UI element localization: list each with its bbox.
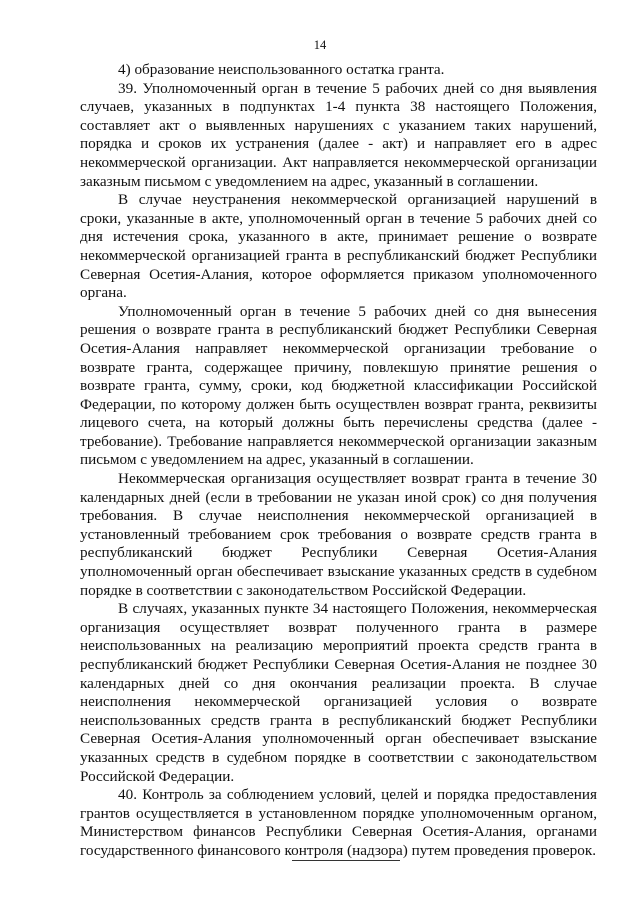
- paragraph-39: 39. Уполномоченный орган в течение 5 рабочих дней со дня выявления случаев, указанных в подпунктах 1-4 пункта 38 настоящего Положения, составляет акт о выявленных нарушениях с указанием таких нарушений, порядка и сроков их устранения (далее - акт) и направляет его в адрес некоммерческой организации. Акт направляется некоммерческой организации заказным письмом с уведомлением на адрес, указанный в соглашении.: [80, 79, 597, 190]
- document-body: [80, 61, 597, 861]
- paragraph-return-requirement: Уполномоченный орган в течение 5 рабочих дней со дня вынесения решения о возврате гранта в республиканский бюджет Республики Северная Осетия-Алания направляет некоммерческой организации требование о возврате гранта, содержащее причину, повлекшую принятие решения о возврате гранта, сумму, сроки, код бюджетной классификации Российской Федерации, по которому должен быть осуществлен возврат гранта, реквизиты лицевого счета, на который должны быть перечислены средства (далее - требование). Требование направляется некоммерческой организации заказным письмом с уведомлением на адрес, указанный в соглашении.: [80, 302, 597, 469]
- paragraph-item-4: 4) образование неиспользованного остатка гранта.: [118, 61, 445, 78]
- paragraph-unused-funds: В случаях, указанных пункте 34 настоящего Положения, некоммерческая организация осуществляет возврат полученного гранта в размере неиспользованных на реализацию мероприятий проекта средств гранта в республиканский бюджет Республики Северная Осетия-Алания не позднее 30 календарных дней со дня окончания реализации проекта. В случае неисполнения некоммерческой организацией условия о возврате неиспользованных средств гранта в республиканский бюджет Республики Северная Осетия-Алания уполномоченный орган обеспечивает взыскание указанных средств в судебном порядке в соответствии с законодательством Российской Федерации.: [80, 600, 597, 785]
- page-number: 14: [313, 38, 327, 52]
- end-divider-line: [292, 860, 400, 861]
- paragraph-40: 40. Контроль за соблюдением условий, целей и порядка предоставления грантов осуществляется в установленном порядке уполномоченным органом, Министерством финансов Республики Северная Осетия-Алания, органами государственного финансового контроля (надзора) путем проведения проверок.: [80, 786, 597, 859]
- paragraph-return-deadline: Некоммерческая организация осуществляет возврат гранта в течение 30 календарных дней (если в требовании не указан иной срок) со дня получения требования. В случае неисполнения некоммерческой организацией в установленный требованием срок требования о возврате средств гранта в республиканский бюджет Республики Северная Осетия-Алания уполномоченный орган обеспечивает взыскание указанных средств в судебном порядке в соответствии с законодательством Российской Федерации.: [80, 470, 597, 599]
- paragraph-non-elimination: В случае неустранения некоммерческой организацией нарушений в сроки, указанные в акте, уполномоченный орган в течение 5 рабочих дней со дня истечения срока, указанного в акте, принимает решение о возврате некоммерческой организацией гранта в республиканский бюджет Республики Северная Осетия-Алания, которое оформляется приказом уполномоченного органа.: [80, 191, 597, 302]
